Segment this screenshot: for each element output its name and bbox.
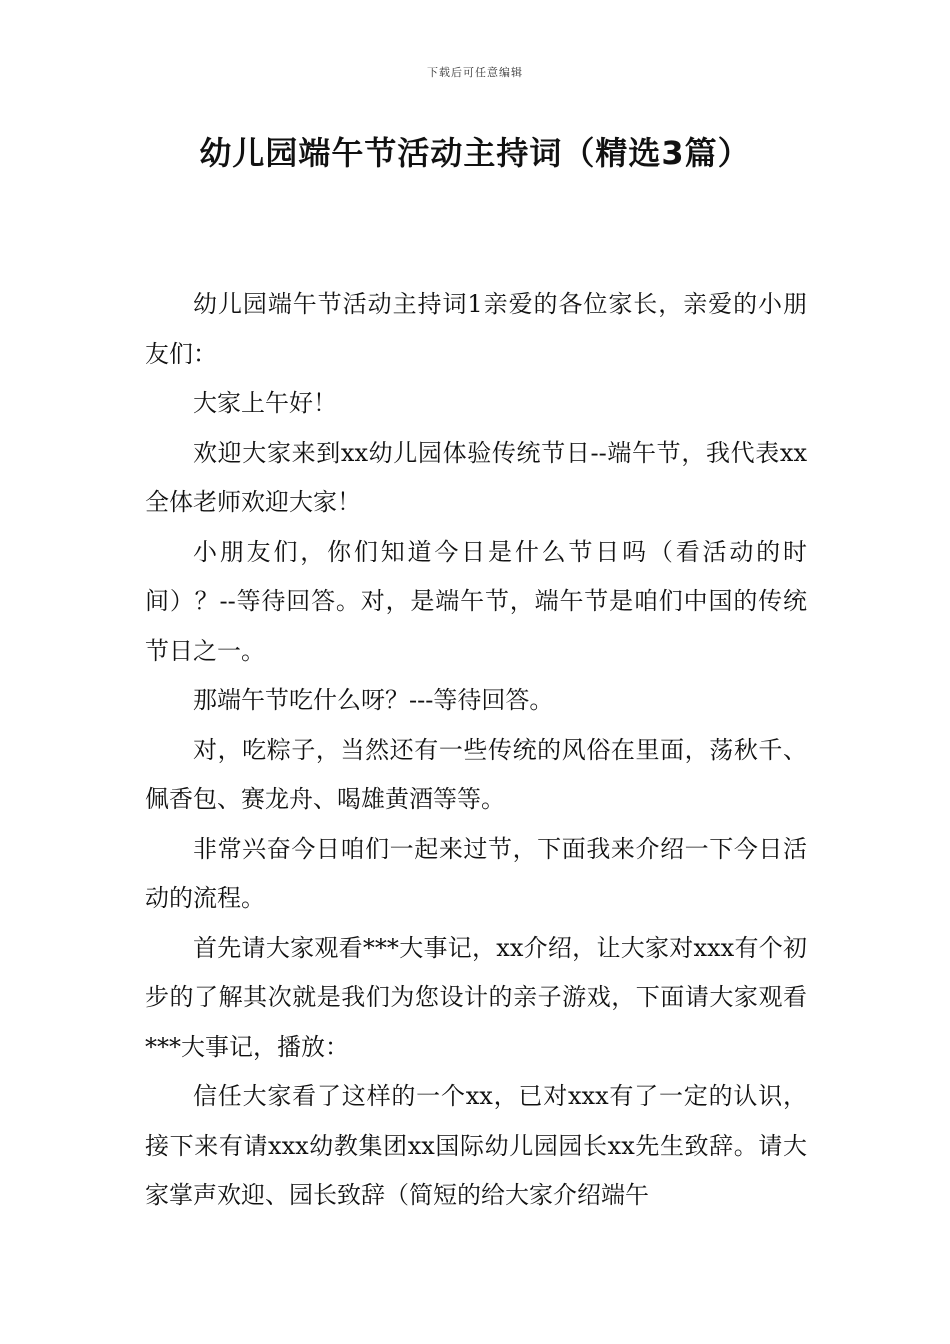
paragraph: 信任大家看了这样的一个xx，已对xxx有了一定的认识，接下来有请xxx幼教集团xx国际幼儿园园长xx先生致辞。请大家掌声欢迎、园长致辞（简短的给大家介绍端午 (145, 1082, 807, 1209)
paragraph: 对，吃粽子，当然还有一些传统的风俗在里面，荡秋千、佩香包、赛龙舟、喝雄黄酒等等。 (145, 735, 807, 813)
document-body (145, 280, 807, 1221)
paragraph: 非常兴奋今日咱们一起来过节，下面我来介绍一下今日活动的流程。 (145, 834, 807, 912)
paragraph: 大家上午好！ (193, 389, 337, 417)
paragraph: 幼儿园端午节活动主持词1亲爱的各位家长，亲爱的小朋友们： (145, 290, 807, 368)
paragraph: 那端午节吃什么呀？---等待回答。 (193, 686, 554, 714)
paragraph: 首先请大家观看***大事记，xx介绍，让大家对xxx有个初步的了解其次就是我们为您设计的亲子游戏，下面请大家观看***大事记，播放： (145, 933, 807, 1061)
document-title: 幼儿园端午节活动主持词（精选3篇） (199, 134, 751, 172)
header-note: 下载后可任意编辑 (427, 66, 523, 79)
paragraph: 欢迎大家来到xx幼儿园体验传统节日--端午节，我代表xx全体老师欢迎大家！ (145, 438, 807, 516)
paragraph: 小朋友们，你们知道今日是什么节日吗（看活动的时间）？--等待回答。对，是端午节，端午节是咱们中国的传统节日之一。 (145, 537, 807, 665)
